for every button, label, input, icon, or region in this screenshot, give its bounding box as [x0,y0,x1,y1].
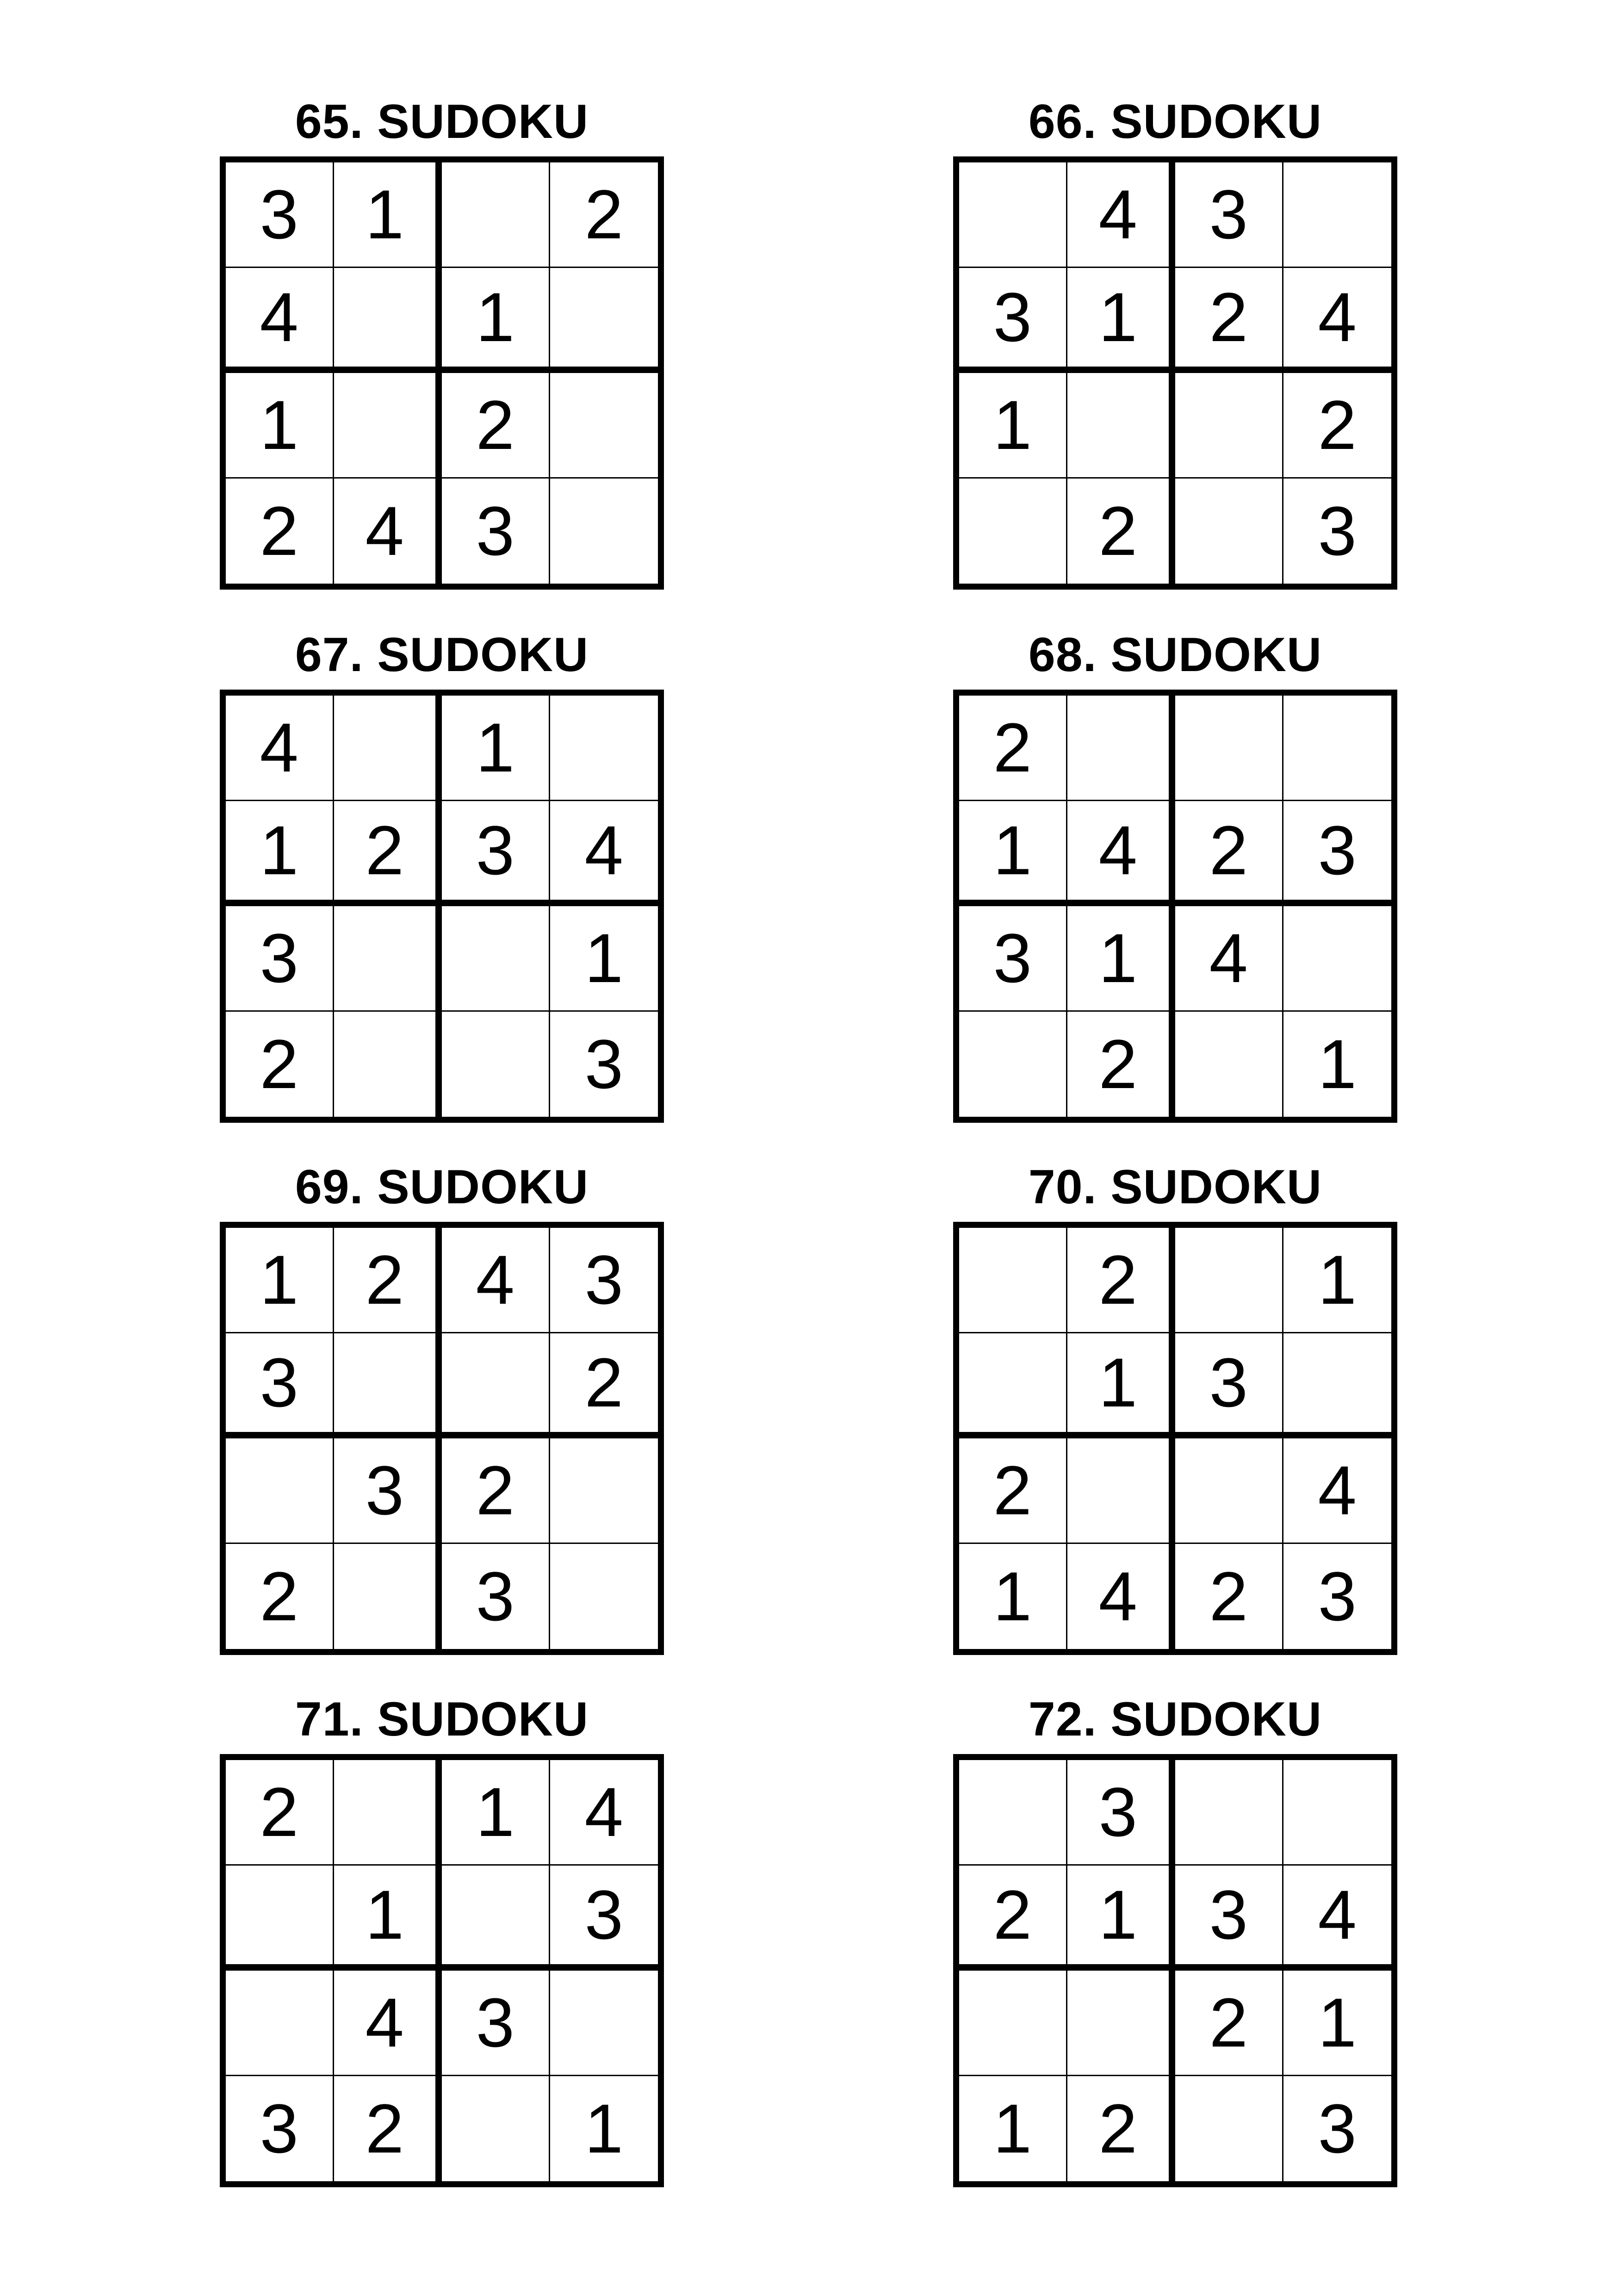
puzzle-title: 68. SUDOKU [1028,628,1322,682]
given-digit-cell: 2 [1283,373,1392,479]
given-digit-cell: 3 [1318,2090,1357,2168]
given-digit-cell: 3 [550,1866,658,1971]
empty-cell[interactable] [334,268,442,373]
empty-cell[interactable] [1283,1760,1392,1866]
given-digit-cell: 2 [1067,479,1176,584]
sudoku-grid [953,156,1397,590]
empty-cell[interactable] [442,906,550,1012]
empty-cell[interactable] [334,373,442,479]
given-digit-cell: 4 [1067,162,1176,268]
empty-cell[interactable] [550,1438,658,1544]
given-digit-cell: 4 [1283,1866,1392,1971]
given-digit-cell: 1 [334,162,442,268]
empty-cell[interactable] [226,1866,334,1971]
empty-cell[interactable] [1067,373,1176,479]
given-digit-cell: 3 [442,1544,550,1649]
sudoku-grid [953,1222,1397,1655]
given-digit-cell: 2 [1067,1228,1176,1333]
given-digit-cell: 2 [1175,1544,1283,1649]
given-digit-cell: 3 [334,1438,442,1544]
given-digit-cell: 3 [1175,1333,1283,1439]
given-digit-cell: 3 [1175,1866,1283,1971]
sudoku-puzzle [953,620,1397,1103]
given-digit-cell: 2 [959,1438,1067,1544]
empty-cell[interactable] [334,696,442,801]
given-digit-cell: 1 [1318,1025,1357,1103]
empty-cell[interactable] [959,1012,1067,1117]
empty-cell[interactable] [1067,696,1176,801]
empty-cell[interactable] [226,1438,334,1544]
sudoku-puzzle [220,620,664,1103]
empty-cell[interactable] [1175,479,1283,584]
puzzle-title: 66. SUDOKU [1028,94,1322,149]
given-digit-cell: 1 [442,1760,550,1866]
given-digit-cell: 2 [550,162,658,268]
empty-cell[interactable] [550,1971,658,2076]
sudoku-grid [220,1222,664,1655]
empty-cell[interactable] [1283,696,1392,801]
given-digit-cell: 2 [226,1012,334,1117]
given-digit-cell: 3 [959,268,1067,373]
puzzle-title: 72. SUDOKU [1028,1692,1322,1746]
given-digit-cell: 3 [1067,1760,1176,1866]
given-digit-cell: 1 [442,696,550,801]
sudoku-puzzle [953,1685,1397,2168]
given-digit-cell: 1 [1283,1971,1392,2076]
empty-cell[interactable] [959,1333,1067,1439]
given-digit-cell: 1 [226,801,334,907]
given-digit-cell: 3 [226,1333,334,1439]
given-digit-cell: 1 [226,1228,334,1333]
empty-cell[interactable] [226,1971,334,2076]
given-digit-cell: 4 [334,479,442,584]
given-digit-cell: 4 [226,268,334,373]
empty-cell[interactable] [1175,1228,1283,1333]
given-digit-cell: 1 [584,2090,623,2168]
given-digit-cell: 2 [959,1866,1067,1971]
empty-cell[interactable] [1175,2076,1283,2182]
given-digit-cell: 2 [226,1760,334,1866]
given-digit-cell: 1 [442,268,550,373]
given-digit-cell: 2 [334,801,442,907]
given-digit-cell: 4 [1283,268,1392,373]
given-digit-cell: 1 [1067,1866,1176,1971]
given-digit-cell: 1 [226,373,334,479]
empty-cell[interactable] [442,2076,550,2182]
given-digit-cell: 4 [550,1760,658,1866]
given-digit-cell: 2 [226,1544,334,1649]
empty-cell[interactable] [959,1228,1067,1333]
empty-cell[interactable] [334,1544,442,1649]
given-digit-cell: 4 [442,1228,550,1333]
puzzle-title: 65. SUDOKU [295,94,589,149]
given-digit-cell: 2 [442,1438,550,1544]
given-digit-cell: 1 [959,373,1067,479]
given-digit-cell: 2 [1175,268,1283,373]
given-digit-cell: 4 [550,801,658,907]
empty-cell[interactable] [550,1544,658,1649]
empty-cell[interactable] [1175,696,1283,801]
sudoku-puzzle [220,1152,664,1636]
given-digit-cell: 1 [1067,906,1176,1012]
sudoku-puzzle [220,1685,664,2168]
given-digit-cell: 1 [1067,268,1176,373]
given-digit-cell: 2 [1175,1971,1283,2076]
empty-cell[interactable] [550,696,658,801]
empty-cell[interactable] [1175,1760,1283,1866]
given-digit-cell: 1 [1067,1333,1176,1439]
sudoku-grid [953,690,1397,1123]
given-digit-cell: 4 [1175,906,1283,1012]
empty-cell[interactable] [1175,1438,1283,1544]
empty-cell[interactable] [334,1760,442,1866]
given-digit-cell: 2 [1067,1012,1176,1117]
given-digit-cell: 3 [1318,1557,1357,1636]
empty-cell[interactable] [550,373,658,479]
given-digit-cell: 1 [1283,1228,1392,1333]
given-digit-cell: 4 [1283,1438,1392,1544]
empty-cell[interactable] [1067,1438,1176,1544]
given-digit-cell: 3 [226,906,334,1012]
given-digit-cell: 1 [959,801,1067,907]
empty-cell[interactable] [1283,162,1392,268]
sudoku-grid [953,1754,1397,2187]
empty-cell[interactable] [959,479,1067,584]
sudoku-grid [220,156,664,590]
given-digit-cell: 1 [334,1866,442,1971]
given-digit-cell: 3 [1283,801,1392,907]
puzzle-title: 67. SUDOKU [295,628,589,682]
sudoku-grid [220,690,664,1123]
given-digit-cell: 2 [334,1228,442,1333]
sudoku-puzzle [953,1152,1397,1636]
empty-cell[interactable] [1175,1012,1283,1117]
given-digit-cell: 2 [1175,801,1283,907]
empty-cell[interactable] [442,162,550,268]
given-digit-cell: 2 [226,479,334,584]
given-digit-cell: 2 [550,1333,658,1439]
empty-cell[interactable] [1283,1333,1392,1439]
empty-cell[interactable] [959,1760,1067,1866]
empty-cell[interactable] [334,1012,442,1117]
given-digit-cell: 3 [1175,162,1283,268]
empty-cell[interactable] [334,906,442,1012]
given-digit-cell: 2 [959,696,1067,801]
given-digit-cell: 1 [959,1544,1067,1649]
given-digit-cell: 4 [1067,1544,1176,1649]
sudoku-grid [220,1754,664,2187]
empty-cell[interactable] [1283,906,1392,1012]
given-digit-cell: 3 [442,1971,550,2076]
given-digit-cell: 3 [226,2076,334,2182]
empty-cell[interactable] [550,268,658,373]
empty-cell[interactable] [1175,373,1283,479]
empty-cell[interactable] [334,1333,442,1439]
empty-cell[interactable] [442,1333,550,1439]
empty-cell[interactable] [1067,1971,1176,2076]
given-digit-cell: 3 [226,162,334,268]
given-digit-cell: 3 [584,1025,623,1103]
given-digit-cell: 3 [550,1228,658,1333]
empty-cell[interactable] [959,1971,1067,2076]
given-digit-cell: 4 [226,696,334,801]
empty-cell[interactable] [442,1012,550,1117]
puzzle-title: 69. SUDOKU [295,1160,589,1214]
given-digit-cell: 3 [442,479,550,584]
empty-cell[interactable] [959,162,1067,268]
sudoku-puzzle [220,87,664,570]
puzzle-title: 71. SUDOKU [295,1692,589,1746]
given-digit-cell: 2 [1067,2076,1176,2182]
given-digit-cell: 4 [334,1971,442,2076]
given-digit-cell: 1 [550,906,658,1012]
empty-cell[interactable] [442,1866,550,1971]
sudoku-puzzle [953,87,1397,570]
puzzle-title: 70. SUDOKU [1028,1160,1322,1214]
given-digit-cell: 1 [959,2076,1067,2182]
given-digit-cell: 3 [959,906,1067,1012]
given-digit-cell: 3 [1318,492,1357,570]
empty-cell[interactable] [550,479,658,584]
given-digit-cell: 2 [334,2076,442,2182]
given-digit-cell: 2 [442,373,550,479]
given-digit-cell: 3 [442,801,550,907]
given-digit-cell: 4 [1067,801,1176,907]
